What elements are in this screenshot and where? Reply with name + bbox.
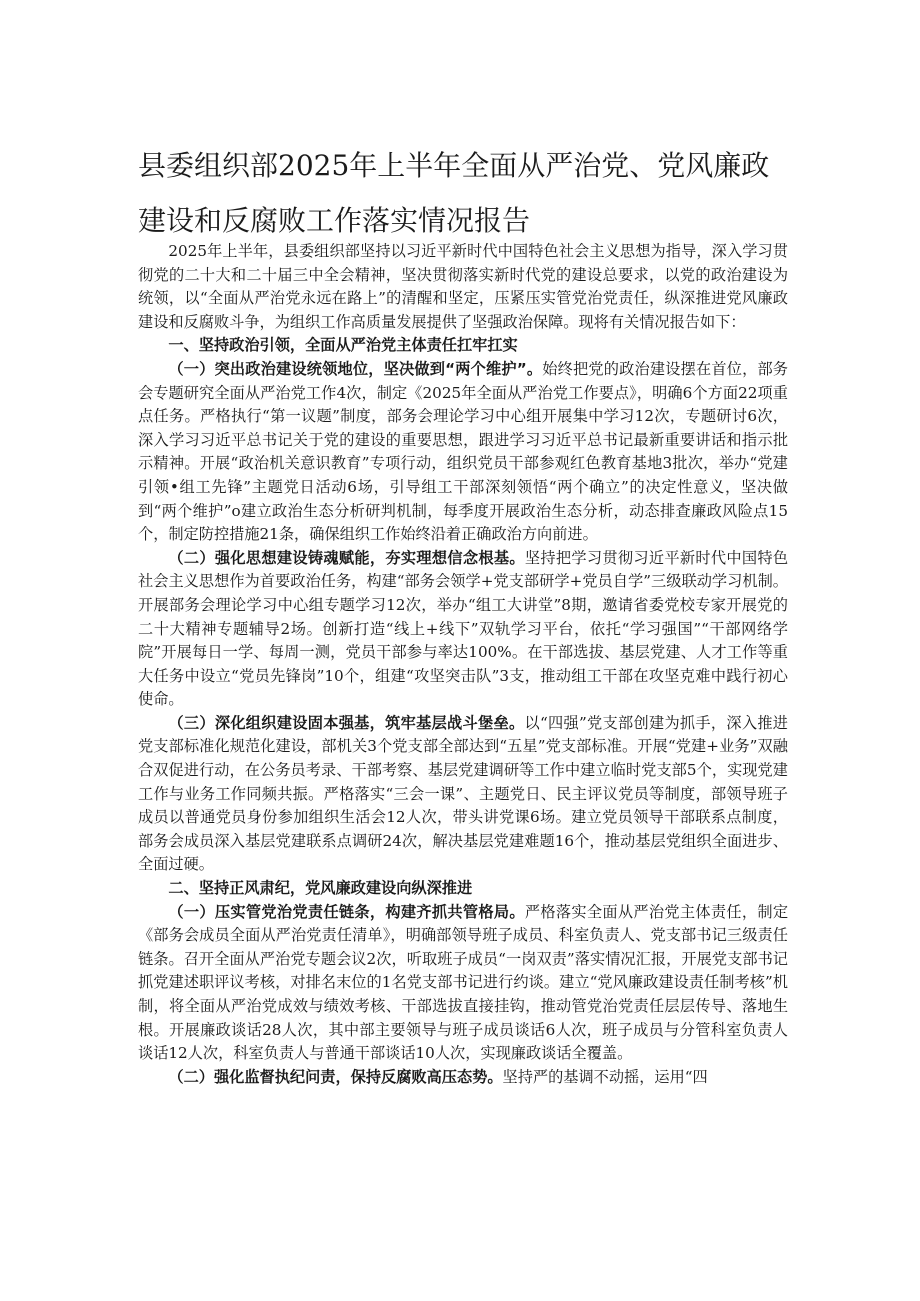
document-body (138, 240, 788, 1089)
section-heading-1: 一、坚持政治引领，全面从严治党主体责任扛牢扛实 (168, 336, 518, 355)
paragraph-text: 以“四强”党支部创建为抓手，深入推进党支部标准化规范化建设，部机关3个党支部全部达到“五星”党支部标准。开展“党建+业务”双融合双促进行动，在公务员考录、干部考察、基层党建调研等工作中建立临时党支部5个，实现党建工作与业务工作同频共振。严格落实“三会一课”、主题党日、民主评议党员等制度，部领导班子成员以普通党员身份参加组织生活会12人次，带头讲党课6场。建立党员领导干部联系点制度，部务会成员深入基层党建联系点调研24次，解决基层党建难题16个，推动基层党组织全面进步、全面过硬。 (138, 713, 788, 874)
document-title (138, 138, 788, 248)
paragraph-lead: （二）强化思想建设铸魂赋能，夯实理想信念根基。 (168, 548, 525, 567)
intro-paragraph: 2025年上半年，县委组织部坚持以习近平新时代中国特色社会主义思想为指导，深入学习贯彻党的二十大和二十届三中全会精神，坚决贯彻落实新时代党的建设总要求，以党的政治建设为统领，以“全面从严治党永远在路上”的清醒和坚定，压紧压实管党治党责任，纵深推进党风廉政建设和反腐败斗争，为组织工作高质量发展提供了坚强政治保障。现将有关情况报告如下： (138, 242, 788, 331)
paragraph-2-2 (138, 1066, 788, 1090)
paragraph-text: 严格落实全面从严治党主体责任，制定《部务会成员全面从严治党责任清单》，明确部领导班子成员、科室负责人、党支部书记三级责任链条。召开全面从严治党专题会议2次，听取班子成员“一岗双责”落实情况汇报，开展党支部书记抓党建述职评议考核，对排名末位的1名党支部书记进行约谈。建立“党风廉政建设责任制考核”机制，将全面从严治党成效与绩效考核、干部选拔直接挂钩，推动管党治党责任层层传导、落地生根。开展廉政谈话28人次，其中部主要领导与班子成员谈话6人次，班子成员与分管科室负责人谈话12人次，科室负责人与普通干部谈话10人次，实现廉政谈话全覆盖。 (138, 902, 789, 1063)
title-line-2: 建设和反腐败工作落实情况报告 (138, 204, 531, 237)
paragraph-text: 坚持把学习贯彻习近平新时代中国特色社会主义思想作为首要政治任务，构建“部务会领学+党支部研学+党员自学”三级联动学习机制。开展部务会理论学习中心组专题学习12次，举办“组工大讲堂”8期，邀请省委党校专家开展党的二十大精神专题辅导2场。创新打造“线上+线下”双轨学习平台，依托“学习强国”“干部网络学院”开展每日一学、每周一测，党员干部参与率达100%。在干部选拔、基层党建、人才工作等重大任务中设立“党员先锋岗”10个，组建“攻坚突击队”3支，推动组工干部在攻坚克难中践行初心使命。 (138, 548, 789, 709)
paragraph-1-3 (138, 712, 788, 877)
paragraph-lead: （二）强化监督执纪问责，保持反腐败高压态势。 (168, 1067, 503, 1086)
paragraph-1-1 (138, 358, 788, 547)
title-line-1: 县委组织部2025年上半年全面从严治党、党风廉政 (138, 149, 770, 182)
paragraph-lead: （一）压实管党治党责任链条，构建齐抓共管格局。 (168, 902, 525, 921)
paragraph-text: 坚持严的基调不动摇，运用“四 (502, 1067, 708, 1086)
paragraph-text: 始终把党的政治建设摆在首位，部务会专题研究全面从严治党工作4次，制定《2025年全面从严治党工作要点》，明确6个方面22项重点任务。严格执行“第一议题”制度，部务会理论学习中心组开展集中学习12次，专题研讨6次，深入学习习近平总书记关于党的建设的重要思想，跟进学习习近平总书记最新重要讲话和指示批示精神。开展“政治机关意识教育”专项行动，组织党员干部参观红色教育基地3批次，举办“党建引领•组工先锋”主题党日活动6场，引导组工干部深刻领悟“两个确立”的决定性意义，坚决做到“两个维护”o建立政治生态分析研判机制，每季度开展政治生态分析，动态排查廉政风险点15个，制定防控措施21条，确保组织工作始终沿着正确政治方向前进。 (138, 359, 788, 544)
paragraph-1-2 (138, 547, 788, 712)
paragraph-lead: （一）突出政治建设统领地位，坚决做到“两个维护”。 (168, 359, 543, 378)
section-heading-2: 二、坚持正风肃纪，党风廉政建设向纵深推进 (168, 879, 473, 898)
paragraph-2-1 (138, 901, 788, 1066)
paragraph-lead: （三）深化组织建设固本强基，筑牢基层战斗堡垒。 (168, 713, 525, 732)
